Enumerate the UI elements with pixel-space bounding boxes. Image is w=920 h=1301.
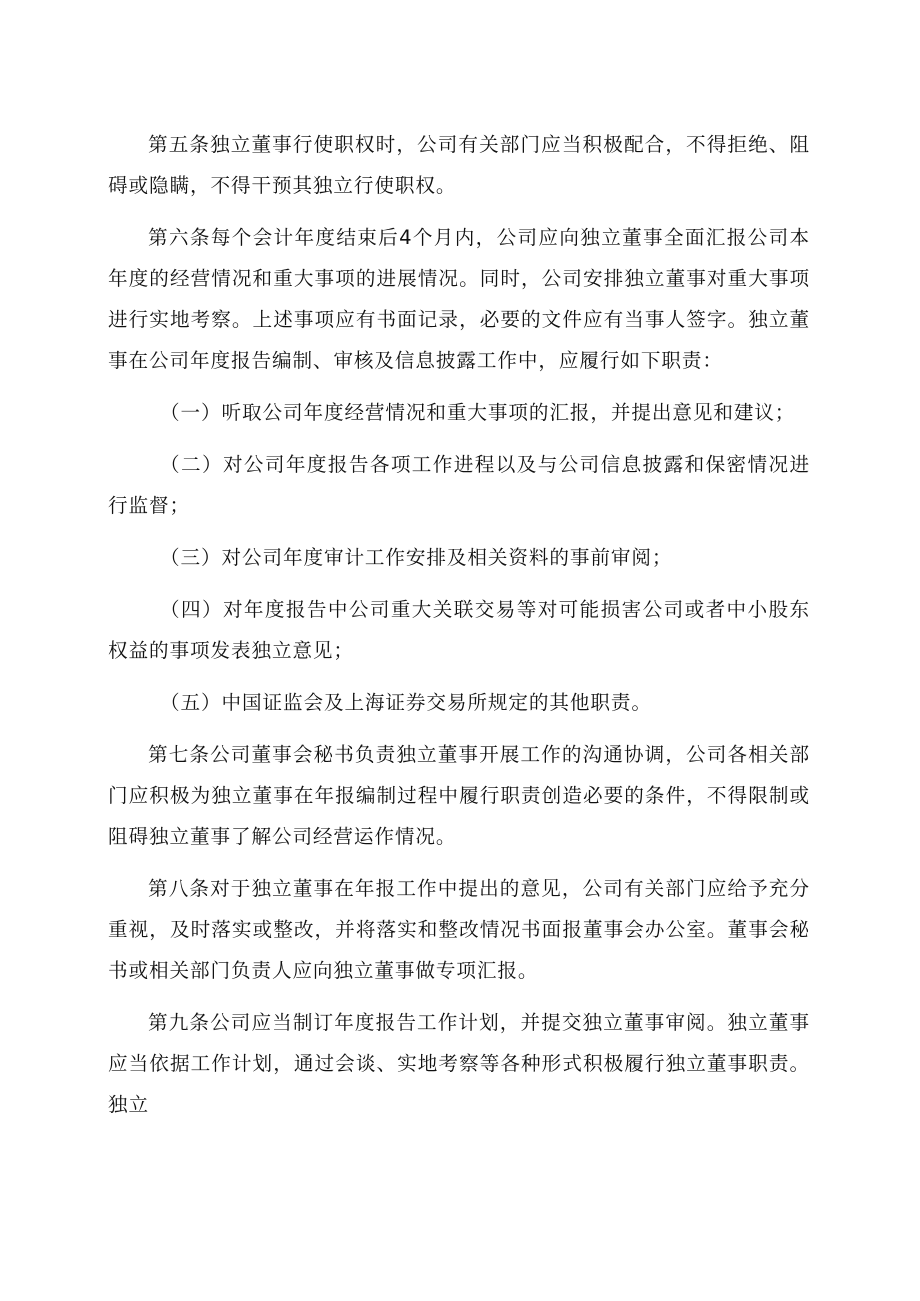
duty-item-5: （五）中国证监会及上海证券交易所规定的其他职责。 bbox=[160, 691, 652, 714]
duty-item-2: （二）对公司年度报告各项工作进程以及与公司信息披露和保密情况进行监督； bbox=[108, 453, 810, 517]
article-9-paragraph: 第九条公司应当制订年度报告工作计划，并提交独立董事审阅。独立董事应当依据工作计划，通过会谈、实地考察等各种形式积极履行独立董事职责。独立 bbox=[108, 1011, 810, 1116]
article-5-paragraph: 第五条独立董事行使职权时，公司有关部门应当积极配合，不得拒绝、阻碍或隐瞒，不得干预其独立行使职权。 bbox=[108, 133, 810, 197]
article-8-paragraph: 第八条对于独立董事在年报工作中提出的意见，公司有关部门应给予充分重视，及时落实或整改，并将落实和整改情况书面报董事会办公室。董事会秘书或相关部门负责人应向独立董事做专项汇报。 bbox=[108, 877, 810, 982]
duty-item-3: （三）对公司年度审计工作安排及相关资料的事前审阅； bbox=[160, 546, 673, 569]
document-page bbox=[108, 124, 810, 1136]
duty-item-4: （四）对年度报告中公司重大关联交易等对可能损害公司或者中小股东权益的事项发表独立意见； bbox=[108, 598, 810, 662]
duty-item-1: （一）听取公司年度经营情况和重大事项的汇报，并提出意见和建议； bbox=[160, 401, 796, 424]
article-7-paragraph: 第七条公司董事会秘书负责独立董事开展工作的沟通协调，公司各相关部门应积极为独立董事在年报编制过程中履行职责创造必要的条件，不得限制或阻碍独立董事了解公司经营运作情况。 bbox=[108, 743, 810, 848]
article-6-paragraph: 第六条每个会计年度结束后4个月内，公司应向独立董事全面汇报公司本年度的经营情况和重大事项的进展情况。同时，公司安排独立董事对重大事项进行实地考察。上述事项应有书面记录，必要的文件应有当事人签字。独立董事在公司年度报告编制、审核及信息披露工作中，应履行如下职责： bbox=[108, 226, 810, 372]
